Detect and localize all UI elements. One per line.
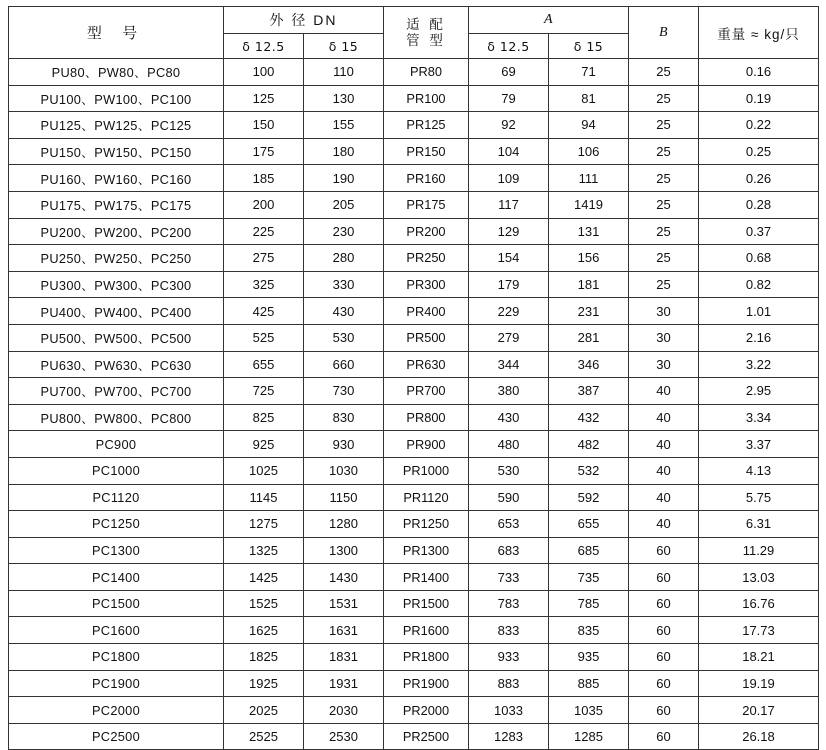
cell-a-delta15: 81 — [549, 85, 629, 112]
table-row — [9, 697, 819, 724]
cell-a-delta15: 1285 — [549, 723, 629, 750]
cell-weight: 20.17 — [699, 697, 819, 724]
cell-b: 25 — [629, 112, 699, 139]
cell-pipe-type: PR1600 — [384, 617, 469, 644]
cell-a-delta15: 231 — [549, 298, 629, 325]
cell-pipe-type: PR150 — [384, 138, 469, 165]
cell-b: 25 — [629, 245, 699, 272]
cell-model: PU300、PW300、PC300 — [9, 271, 224, 298]
pipe-head-line1: 适 配 — [406, 16, 446, 32]
cell-dn-delta15: 205 — [304, 191, 384, 218]
cell-a-delta15: 111 — [549, 165, 629, 192]
table-row — [9, 324, 819, 351]
cell-b: 60 — [629, 590, 699, 617]
cell-a-delta125: 69 — [469, 59, 549, 86]
cell-model: PU630、PW630、PC630 — [9, 351, 224, 378]
cell-dn-delta125: 1025 — [224, 457, 304, 484]
column-header-b: B — [629, 7, 699, 59]
cell-a-delta125: 129 — [469, 218, 549, 245]
cell-dn-delta125: 1525 — [224, 590, 304, 617]
cell-pipe-type: PR1500 — [384, 590, 469, 617]
cell-a-delta125: 683 — [469, 537, 549, 564]
cell-dn-delta15: 2030 — [304, 697, 384, 724]
cell-dn-delta15: 1030 — [304, 457, 384, 484]
cell-model: PU400、PW400、PC400 — [9, 298, 224, 325]
cell-dn-delta15: 1430 — [304, 564, 384, 591]
cell-model: PC2000 — [9, 697, 224, 724]
cell-model: PC1900 — [9, 670, 224, 697]
cell-pipe-type: PR250 — [384, 245, 469, 272]
cell-dn-delta125: 325 — [224, 271, 304, 298]
cell-a-delta15: 71 — [549, 59, 629, 86]
cell-dn-delta15: 180 — [304, 138, 384, 165]
table-row — [9, 431, 819, 458]
pipe-head-line2: 管 型 — [406, 32, 446, 48]
cell-a-delta15: 181 — [549, 271, 629, 298]
cell-a-delta15: 1419 — [549, 191, 629, 218]
cell-dn-delta125: 525 — [224, 324, 304, 351]
cell-dn-delta15: 730 — [304, 378, 384, 405]
cell-a-delta125: 1033 — [469, 697, 549, 724]
cell-pipe-type: PR1250 — [384, 511, 469, 538]
cell-a-delta125: 783 — [469, 590, 549, 617]
cell-a-delta15: 346 — [549, 351, 629, 378]
cell-model: PC1300 — [9, 537, 224, 564]
cell-a-delta125: 530 — [469, 457, 549, 484]
cell-b: 25 — [629, 191, 699, 218]
cell-dn-delta15: 1531 — [304, 590, 384, 617]
cell-pipe-type: PR80 — [384, 59, 469, 86]
column-header-dn-group: 外 径 DN — [224, 7, 384, 34]
cell-model: PU200、PW200、PC200 — [9, 218, 224, 245]
cell-a-delta15: 655 — [549, 511, 629, 538]
cell-a-delta15: 935 — [549, 644, 629, 671]
cell-b: 30 — [629, 298, 699, 325]
cell-a-delta15: 106 — [549, 138, 629, 165]
cell-a-delta15: 387 — [549, 378, 629, 405]
cell-pipe-type: PR2500 — [384, 723, 469, 750]
cell-pipe-type: PR175 — [384, 191, 469, 218]
cell-weight: 16.76 — [699, 590, 819, 617]
cell-b: 60 — [629, 617, 699, 644]
cell-dn-delta125: 655 — [224, 351, 304, 378]
cell-a-delta125: 733 — [469, 564, 549, 591]
cell-dn-delta125: 2025 — [224, 697, 304, 724]
cell-model: PC2500 — [9, 723, 224, 750]
cell-pipe-type: PR1900 — [384, 670, 469, 697]
cell-weight: 0.19 — [699, 85, 819, 112]
table-row — [9, 138, 819, 165]
cell-pipe-type: PR400 — [384, 298, 469, 325]
cell-pipe-type: PR160 — [384, 165, 469, 192]
cell-a-delta125: 590 — [469, 484, 549, 511]
cell-model: PC1600 — [9, 617, 224, 644]
table-header — [9, 7, 819, 59]
cell-weight: 13.03 — [699, 564, 819, 591]
cell-dn-delta125: 150 — [224, 112, 304, 139]
cell-weight: 11.29 — [699, 537, 819, 564]
table-row — [9, 564, 819, 591]
cell-pipe-type: PR200 — [384, 218, 469, 245]
table-row — [9, 723, 819, 750]
cell-b: 40 — [629, 511, 699, 538]
cell-a-delta125: 1283 — [469, 723, 549, 750]
table-row — [9, 378, 819, 405]
cell-model: PC1120 — [9, 484, 224, 511]
cell-weight: 2.95 — [699, 378, 819, 405]
table-row — [9, 85, 819, 112]
table-row — [9, 112, 819, 139]
cell-b: 60 — [629, 644, 699, 671]
cell-model: PU150、PW150、PC150 — [9, 138, 224, 165]
cell-a-delta125: 344 — [469, 351, 549, 378]
cell-pipe-type: PR125 — [384, 112, 469, 139]
table-body — [9, 59, 819, 750]
column-header-model: 型 号 — [9, 7, 224, 59]
column-header-weight: 重量 ≈ kg/只 — [699, 7, 819, 59]
cell-dn-delta125: 1625 — [224, 617, 304, 644]
cell-dn-delta125: 725 — [224, 378, 304, 405]
cell-dn-delta15: 330 — [304, 271, 384, 298]
specification-table — [8, 6, 819, 750]
cell-weight: 3.37 — [699, 431, 819, 458]
cell-weight: 17.73 — [699, 617, 819, 644]
cell-b: 30 — [629, 351, 699, 378]
cell-a-delta15: 735 — [549, 564, 629, 591]
column-header-pipe-type — [384, 7, 469, 59]
cell-weight: 0.37 — [699, 218, 819, 245]
cell-dn-delta125: 125 — [224, 85, 304, 112]
cell-dn-delta15: 190 — [304, 165, 384, 192]
cell-dn-delta125: 1325 — [224, 537, 304, 564]
cell-pipe-type: PR300 — [384, 271, 469, 298]
table-row — [9, 191, 819, 218]
cell-a-delta125: 933 — [469, 644, 549, 671]
cell-a-delta125: 653 — [469, 511, 549, 538]
cell-b: 60 — [629, 697, 699, 724]
cell-b: 25 — [629, 218, 699, 245]
cell-model: PC1800 — [9, 644, 224, 671]
cell-pipe-type: PR1300 — [384, 537, 469, 564]
cell-b: 30 — [629, 324, 699, 351]
cell-weight: 0.28 — [699, 191, 819, 218]
cell-a-delta125: 229 — [469, 298, 549, 325]
cell-a-delta125: 92 — [469, 112, 549, 139]
cell-dn-delta125: 2525 — [224, 723, 304, 750]
cell-b: 40 — [629, 404, 699, 431]
cell-dn-delta125: 1145 — [224, 484, 304, 511]
cell-weight: 0.82 — [699, 271, 819, 298]
cell-weight: 4.13 — [699, 457, 819, 484]
cell-dn-delta15: 155 — [304, 112, 384, 139]
cell-dn-delta15: 230 — [304, 218, 384, 245]
cell-a-delta15: 835 — [549, 617, 629, 644]
column-header-a-delta15: δ 15 — [549, 34, 629, 59]
column-header-a-delta125: δ 12.5 — [469, 34, 549, 59]
table-row — [9, 617, 819, 644]
cell-dn-delta15: 1631 — [304, 617, 384, 644]
cell-dn-delta15: 430 — [304, 298, 384, 325]
cell-pipe-type: PR900 — [384, 431, 469, 458]
table-row — [9, 670, 819, 697]
cell-a-delta15: 94 — [549, 112, 629, 139]
cell-weight: 18.21 — [699, 644, 819, 671]
cell-b: 60 — [629, 723, 699, 750]
cell-dn-delta15: 530 — [304, 324, 384, 351]
cell-a-delta125: 109 — [469, 165, 549, 192]
cell-b: 25 — [629, 271, 699, 298]
cell-weight: 0.68 — [699, 245, 819, 272]
cell-dn-delta125: 925 — [224, 431, 304, 458]
cell-a-delta125: 79 — [469, 85, 549, 112]
cell-weight: 6.31 — [699, 511, 819, 538]
table-row — [9, 537, 819, 564]
cell-dn-delta125: 825 — [224, 404, 304, 431]
cell-pipe-type: PR630 — [384, 351, 469, 378]
cell-pipe-type: PR1400 — [384, 564, 469, 591]
cell-dn-delta125: 175 — [224, 138, 304, 165]
cell-model: PC1250 — [9, 511, 224, 538]
table-row — [9, 298, 819, 325]
cell-model: PC1500 — [9, 590, 224, 617]
cell-a-delta15: 532 — [549, 457, 629, 484]
cell-a-delta125: 380 — [469, 378, 549, 405]
cell-a-delta15: 131 — [549, 218, 629, 245]
cell-weight: 5.75 — [699, 484, 819, 511]
cell-model: PU250、PW250、PC250 — [9, 245, 224, 272]
cell-a-delta15: 885 — [549, 670, 629, 697]
cell-dn-delta15: 130 — [304, 85, 384, 112]
table-row — [9, 165, 819, 192]
cell-model: PU500、PW500、PC500 — [9, 324, 224, 351]
cell-weight: 0.16 — [699, 59, 819, 86]
cell-pipe-type: PR1120 — [384, 484, 469, 511]
cell-model: PU800、PW800、PC800 — [9, 404, 224, 431]
cell-a-delta125: 179 — [469, 271, 549, 298]
cell-dn-delta15: 1831 — [304, 644, 384, 671]
cell-b: 60 — [629, 564, 699, 591]
cell-dn-delta125: 185 — [224, 165, 304, 192]
cell-a-delta15: 592 — [549, 484, 629, 511]
table-row — [9, 404, 819, 431]
cell-weight: 0.22 — [699, 112, 819, 139]
cell-dn-delta125: 275 — [224, 245, 304, 272]
cell-weight: 0.25 — [699, 138, 819, 165]
table-row — [9, 351, 819, 378]
cell-b: 60 — [629, 670, 699, 697]
cell-dn-delta15: 1300 — [304, 537, 384, 564]
cell-b: 25 — [629, 85, 699, 112]
cell-dn-delta15: 930 — [304, 431, 384, 458]
cell-a-delta15: 156 — [549, 245, 629, 272]
cell-weight: 1.01 — [699, 298, 819, 325]
cell-a-delta15: 785 — [549, 590, 629, 617]
cell-model: PU175、PW175、PC175 — [9, 191, 224, 218]
table-row — [9, 644, 819, 671]
cell-weight: 3.22 — [699, 351, 819, 378]
cell-a-delta125: 480 — [469, 431, 549, 458]
column-header-dn-delta125: δ 12.5 — [224, 34, 304, 59]
cell-dn-delta125: 100 — [224, 59, 304, 86]
cell-a-delta125: 883 — [469, 670, 549, 697]
table-row — [9, 457, 819, 484]
table-row — [9, 218, 819, 245]
cell-pipe-type: PR1800 — [384, 644, 469, 671]
cell-dn-delta15: 1280 — [304, 511, 384, 538]
cell-model: PU700、PW700、PC700 — [9, 378, 224, 405]
cell-dn-delta15: 1150 — [304, 484, 384, 511]
cell-dn-delta125: 425 — [224, 298, 304, 325]
cell-dn-delta125: 1425 — [224, 564, 304, 591]
cell-dn-delta125: 225 — [224, 218, 304, 245]
cell-b: 25 — [629, 165, 699, 192]
table-row — [9, 590, 819, 617]
cell-model: PC900 — [9, 431, 224, 458]
cell-model: PU125、PW125、PC125 — [9, 112, 224, 139]
cell-a-delta125: 154 — [469, 245, 549, 272]
cell-model: PC1400 — [9, 564, 224, 591]
cell-pipe-type: PR1000 — [384, 457, 469, 484]
cell-weight: 3.34 — [699, 404, 819, 431]
cell-a-delta125: 104 — [469, 138, 549, 165]
header-row-group — [9, 7, 819, 34]
cell-b: 40 — [629, 431, 699, 458]
cell-dn-delta125: 1925 — [224, 670, 304, 697]
cell-b: 40 — [629, 457, 699, 484]
cell-b: 25 — [629, 138, 699, 165]
cell-model: PU80、PW80、PC80 — [9, 59, 224, 86]
cell-dn-delta15: 1931 — [304, 670, 384, 697]
cell-b: 40 — [629, 484, 699, 511]
cell-a-delta15: 685 — [549, 537, 629, 564]
cell-a-delta125: 117 — [469, 191, 549, 218]
cell-a-delta15: 482 — [549, 431, 629, 458]
cell-a-delta125: 279 — [469, 324, 549, 351]
cell-dn-delta15: 110 — [304, 59, 384, 86]
cell-dn-delta125: 1825 — [224, 644, 304, 671]
cell-pipe-type: PR800 — [384, 404, 469, 431]
column-header-dn-delta15: δ 15 — [304, 34, 384, 59]
cell-dn-delta125: 1275 — [224, 511, 304, 538]
cell-a-delta15: 281 — [549, 324, 629, 351]
cell-dn-delta15: 830 — [304, 404, 384, 431]
cell-weight: 2.16 — [699, 324, 819, 351]
cell-b: 40 — [629, 378, 699, 405]
cell-b: 25 — [629, 59, 699, 86]
table-row — [9, 484, 819, 511]
cell-dn-delta15: 280 — [304, 245, 384, 272]
table-row — [9, 59, 819, 86]
cell-dn-delta125: 200 — [224, 191, 304, 218]
cell-pipe-type: PR500 — [384, 324, 469, 351]
cell-b: 60 — [629, 537, 699, 564]
cell-weight: 26.18 — [699, 723, 819, 750]
cell-dn-delta15: 660 — [304, 351, 384, 378]
cell-model: PU100、PW100、PC100 — [9, 85, 224, 112]
cell-model: PC1000 — [9, 457, 224, 484]
column-header-a-group: A — [469, 7, 629, 34]
table-row — [9, 245, 819, 272]
cell-weight: 0.26 — [699, 165, 819, 192]
cell-pipe-type: PR100 — [384, 85, 469, 112]
table-row — [9, 271, 819, 298]
cell-weight: 19.19 — [699, 670, 819, 697]
cell-dn-delta15: 2530 — [304, 723, 384, 750]
cell-a-delta125: 833 — [469, 617, 549, 644]
cell-pipe-type: PR700 — [384, 378, 469, 405]
cell-pipe-type: PR2000 — [384, 697, 469, 724]
cell-a-delta125: 430 — [469, 404, 549, 431]
cell-a-delta15: 432 — [549, 404, 629, 431]
cell-model: PU160、PW160、PC160 — [9, 165, 224, 192]
cell-a-delta15: 1035 — [549, 697, 629, 724]
table-row — [9, 511, 819, 538]
